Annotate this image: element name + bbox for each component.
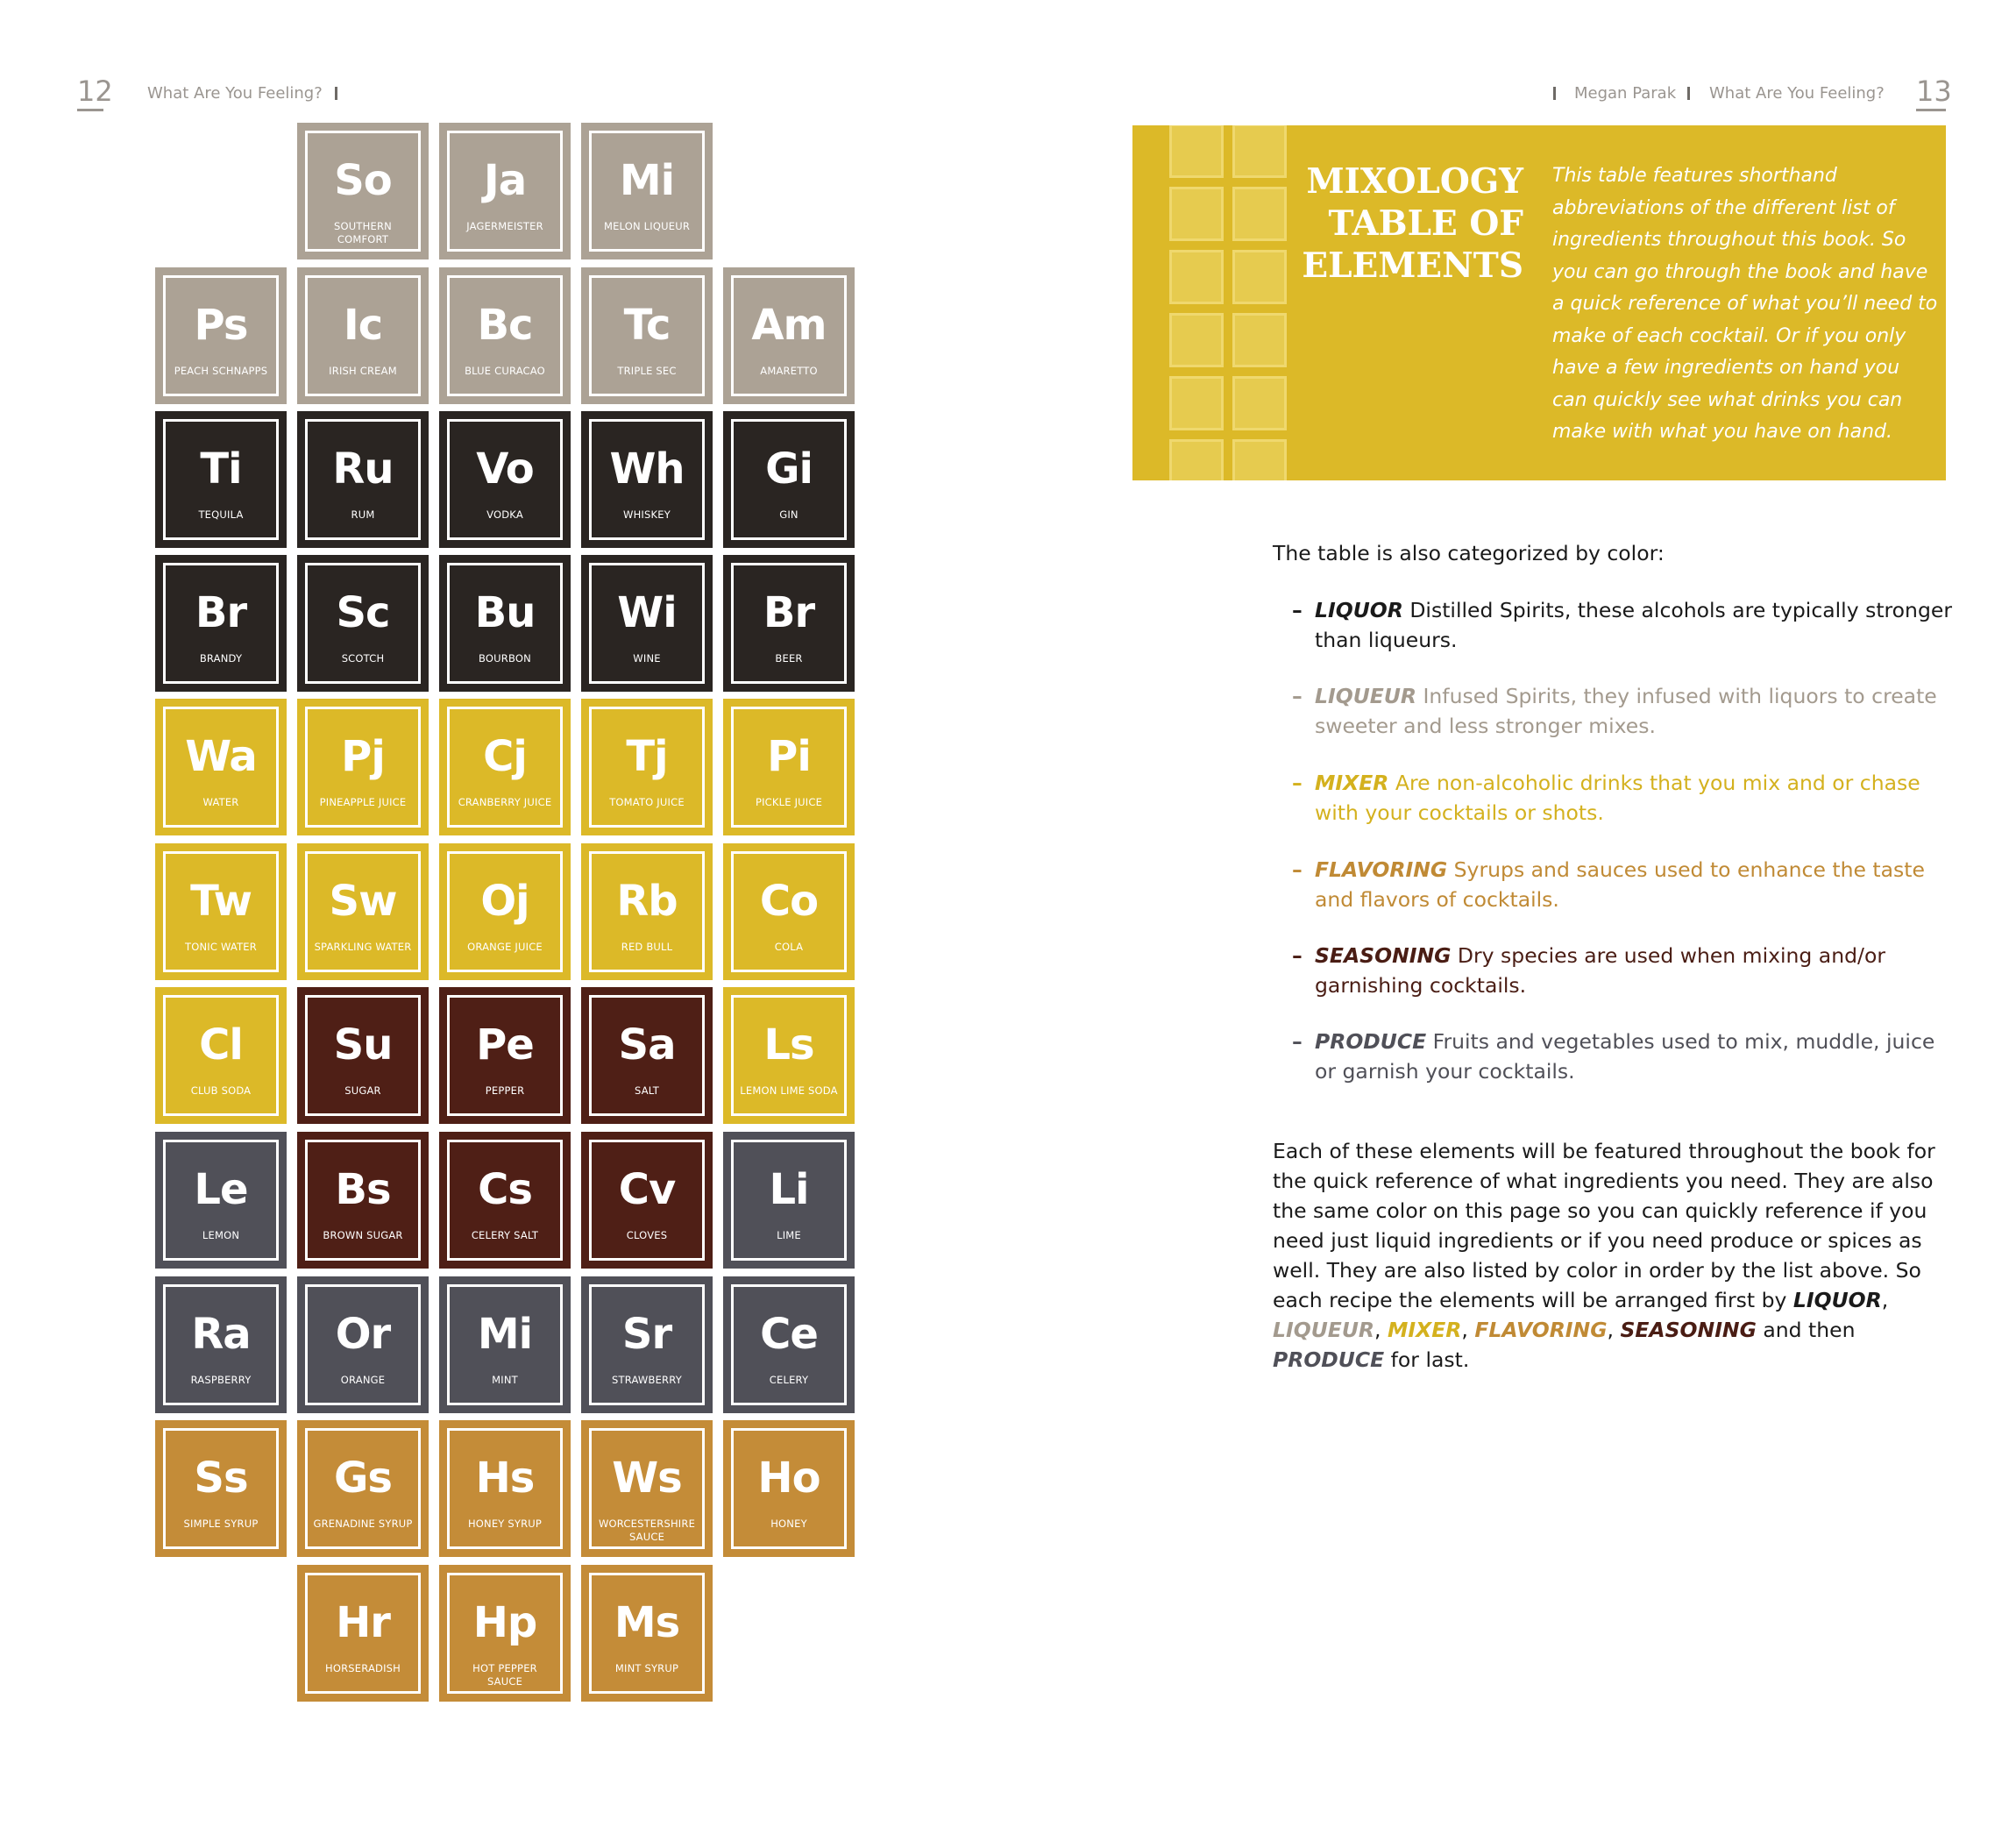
ref-produce: PRODUCE <box>1273 1347 1385 1372</box>
element-symbol: Sr <box>621 1310 672 1359</box>
element-name: LEMON LIME SODA <box>740 1084 838 1097</box>
element-symbol: Ps <box>194 301 248 350</box>
element-name: CLOVES <box>626 1229 668 1241</box>
closing-tail: for last. <box>1384 1347 1470 1372</box>
element-tile <box>439 267 571 404</box>
decorative-square <box>1169 250 1224 304</box>
element-tile-border <box>589 1573 705 1694</box>
element-name: GRENADINE SYRUP <box>313 1518 413 1530</box>
element-symbol: Sw <box>329 877 397 926</box>
element-name: WATER <box>202 796 239 808</box>
element-tile-border <box>305 707 421 828</box>
element-tile-border <box>731 995 847 1116</box>
element-symbol: Ja <box>483 156 527 205</box>
element-symbol: Bu <box>474 588 536 637</box>
element-symbol: Sc <box>336 588 390 637</box>
element-tile-border <box>731 419 847 540</box>
element-tile-border <box>731 1284 847 1405</box>
closing-text: Each of these elements will be featured throughout the book for the quick reference of what ingredients you need. They are also the same color on this page so you can quickly reference if you need just liquid ingredients or if you need produce or spices as well. They are also listed by color in order by the list above. So each recipe the elements will be arranged first by <box>1273 1139 1935 1312</box>
element-tile-border <box>447 707 563 828</box>
element-tile-border <box>589 563 705 684</box>
element-tile <box>723 555 855 692</box>
element-symbol: Ls <box>763 1020 814 1070</box>
element-name: SUGAR <box>344 1084 381 1097</box>
element-tile-border <box>731 1140 847 1261</box>
category-mixer <box>1292 768 1958 828</box>
banner-decorative-squares <box>1169 125 1292 480</box>
element-symbol: Li <box>769 1165 809 1214</box>
decorative-square <box>1232 313 1287 367</box>
element-symbol: Rb <box>616 877 678 926</box>
element-name: LEMON <box>202 1229 240 1241</box>
category-label: SEASONING <box>1315 943 1452 968</box>
element-symbol: Cl <box>199 1020 243 1070</box>
separator: , <box>1607 1318 1621 1342</box>
element-name: ORANGE <box>340 1374 386 1386</box>
element-name: TOMATO JUICE <box>609 796 685 808</box>
element-symbol: Ms <box>614 1598 680 1647</box>
element-name: VODKA <box>486 508 523 521</box>
element-tile <box>439 411 571 548</box>
element-symbol: Bs <box>335 1165 391 1214</box>
element-name: PEPPER <box>485 1084 525 1097</box>
ref-seasoning: SEASONING <box>1620 1318 1757 1342</box>
list-dash: – <box>1292 1029 1303 1054</box>
element-tile <box>297 411 429 548</box>
element-symbol: Ic <box>343 301 383 350</box>
element-tile-border <box>305 419 421 540</box>
element-symbol: Gi <box>765 444 813 494</box>
element-symbol: Ce <box>760 1310 818 1359</box>
element-tile-border <box>447 851 563 972</box>
element-tile-border <box>589 419 705 540</box>
element-symbol: Sa <box>618 1020 676 1070</box>
element-tile-border <box>731 1428 847 1549</box>
element-symbol: Pe <box>476 1020 534 1070</box>
element-name: RASPBERRY <box>190 1374 252 1386</box>
decorative-square <box>1232 250 1287 304</box>
element-tile <box>581 267 713 404</box>
element-tile <box>155 843 287 980</box>
element-tile <box>581 1565 713 1702</box>
element-name: WORCESTERSHIRE SAUCE <box>598 1518 696 1543</box>
element-name: COLA <box>774 941 804 953</box>
element-name: GIN <box>779 508 799 521</box>
element-name: PEACH SCHNAPPS <box>174 365 268 377</box>
element-tile <box>723 1276 855 1413</box>
element-symbol: Hs <box>475 1454 535 1503</box>
element-tile <box>439 1132 571 1269</box>
element-symbol: Gs <box>334 1454 392 1503</box>
element-symbol: Mi <box>477 1310 533 1359</box>
element-symbol: Hr <box>336 1598 390 1647</box>
category-liquor <box>1292 595 1958 655</box>
element-tile <box>155 555 287 692</box>
element-tile <box>439 1276 571 1413</box>
element-tile <box>439 699 571 835</box>
element-symbol: Cs <box>478 1165 532 1214</box>
list-dash: – <box>1292 598 1303 622</box>
element-tile-border <box>731 851 847 972</box>
element-name: SALT <box>634 1084 660 1097</box>
list-dash: – <box>1292 771 1303 795</box>
element-symbol: Br <box>763 588 815 637</box>
element-tile <box>297 699 429 835</box>
element-tile <box>581 555 713 692</box>
element-name: CELERY SALT <box>471 1229 539 1241</box>
element-tile <box>297 1565 429 1702</box>
element-name: SCOTCH <box>341 652 385 665</box>
element-tile <box>155 411 287 548</box>
element-name: JAGERMEISTER <box>466 220 543 232</box>
element-tile <box>439 987 571 1124</box>
category-flavoring <box>1292 855 1958 914</box>
element-tile <box>439 1420 571 1557</box>
element-tile <box>439 843 571 980</box>
element-tile <box>297 1132 429 1269</box>
category-description: Are non-alcoholic drinks that you mix and or chase with your cocktails or shots. <box>1315 771 1920 825</box>
element-tile-border <box>447 275 563 396</box>
element-name: HORSERADISH <box>324 1662 401 1674</box>
element-tile-border <box>589 851 705 972</box>
decorative-square <box>1169 125 1224 178</box>
element-tile-border <box>589 1284 705 1405</box>
decorative-square <box>1232 439 1287 480</box>
element-tile <box>581 1420 713 1557</box>
element-tile <box>723 267 855 404</box>
element-tile <box>581 843 713 980</box>
element-symbol: Oj <box>480 877 529 926</box>
element-name: BOURBON <box>479 652 531 665</box>
element-symbol: Wa <box>185 732 257 781</box>
category-description: Distilled Spirits, these alcohols are typically stronger than liqueurs. <box>1315 598 1952 652</box>
element-tile-border <box>163 1428 279 1549</box>
element-tile <box>439 555 571 692</box>
element-name: CRANBERRY JUICE <box>458 796 552 808</box>
element-tile <box>723 1132 855 1269</box>
element-name: BRANDY <box>199 652 243 665</box>
element-name: WHISKEY <box>623 508 671 521</box>
element-tile-border <box>305 275 421 396</box>
decorative-square <box>1169 187 1224 241</box>
element-tile-border <box>305 851 421 972</box>
element-name: HOT PEPPER SAUCE <box>472 1662 537 1688</box>
element-tile <box>155 267 287 404</box>
element-symbol: Ho <box>757 1454 820 1503</box>
element-symbol: Le <box>194 1165 248 1214</box>
ref-flavoring: FLAVORING <box>1474 1318 1608 1342</box>
element-tile-border <box>731 707 847 828</box>
element-tile <box>581 1276 713 1413</box>
element-symbol: Hp <box>472 1598 537 1647</box>
element-name: PINEAPPLE JUICE <box>319 796 407 808</box>
element-tile <box>581 123 713 259</box>
element-tile-border <box>731 275 847 396</box>
element-symbol: Pi <box>767 732 811 781</box>
element-symbol: Wh <box>609 444 685 494</box>
element-tile <box>581 699 713 835</box>
element-symbol: Vo <box>476 444 534 494</box>
element-tile <box>155 699 287 835</box>
element-name: IRISH CREAM <box>329 365 397 377</box>
element-tile-border <box>589 275 705 396</box>
element-name: PICKLE JUICE <box>755 796 823 808</box>
decorative-square <box>1232 125 1287 178</box>
element-tile-border <box>163 1284 279 1405</box>
element-tile <box>297 267 429 404</box>
element-tile-border <box>447 995 563 1116</box>
element-tile-border <box>589 131 705 252</box>
category-description: Dry species are used when mixing and/or garnishing cocktails. <box>1315 943 1885 998</box>
ref-liqueur: LIQUEUR <box>1273 1318 1375 1342</box>
element-name: SIMPLE SYRUP <box>183 1518 259 1530</box>
element-tile-border <box>589 1140 705 1261</box>
element-tile <box>155 1420 287 1557</box>
header-divider-right-2 <box>1687 87 1690 100</box>
element-tile <box>439 1565 571 1702</box>
element-tile <box>297 843 429 980</box>
element-tile-border <box>163 1140 279 1261</box>
element-name: WINE <box>633 652 661 665</box>
element-name: AMARETTO <box>760 365 818 377</box>
element-name: BEER <box>775 652 803 665</box>
element-tile-border <box>731 563 847 684</box>
element-name: ORANGE JUICE <box>467 941 543 953</box>
element-symbol: Br <box>195 588 247 637</box>
element-symbol: Tw <box>190 877 252 926</box>
element-name: RUM <box>351 508 375 521</box>
element-tile-border <box>589 995 705 1116</box>
element-symbol: Or <box>335 1310 391 1359</box>
element-symbol: Wi <box>617 588 677 637</box>
element-tile <box>155 987 287 1124</box>
element-tile-border <box>163 563 279 684</box>
element-symbol: Am <box>751 301 827 350</box>
element-name: RED BULL <box>621 941 673 953</box>
element-symbol: Bc <box>477 301 533 350</box>
list-dash: – <box>1292 857 1303 882</box>
element-tile-border <box>305 1140 421 1261</box>
element-tile-border <box>305 131 421 252</box>
list-dash: – <box>1292 943 1303 968</box>
element-tile-border <box>447 1573 563 1694</box>
element-tile <box>723 1420 855 1557</box>
element-name: CELERY <box>769 1374 809 1386</box>
element-tile-border <box>447 419 563 540</box>
element-tile-border <box>163 419 279 540</box>
element-tile-border <box>305 563 421 684</box>
element-name: LIME <box>777 1229 801 1241</box>
category-label: LIQUEUR <box>1315 684 1417 708</box>
element-symbol: Mi <box>619 156 675 205</box>
category-description: Fruits and vegetables used to mix, muddle, juice or garnish your cocktails. <box>1315 1029 1935 1084</box>
category-label: LIQUOR <box>1315 598 1403 622</box>
element-name: BROWN SUGAR <box>323 1229 403 1241</box>
decorative-square <box>1232 187 1287 241</box>
element-name: TONIC WATER <box>185 941 257 953</box>
decorative-square <box>1169 439 1224 480</box>
element-tile-border <box>589 1428 705 1549</box>
element-tile-border <box>447 1428 563 1549</box>
element-tile <box>581 1132 713 1269</box>
separator: , <box>1374 1318 1388 1342</box>
element-tile-border <box>447 1284 563 1405</box>
element-name: CLUB SODA <box>190 1084 252 1097</box>
running-head-right: What Are You Feeling? <box>1709 84 1885 103</box>
mixology-periodic-table <box>0 0 877 1753</box>
element-tile-border <box>447 1140 563 1261</box>
element-symbol: Pj <box>341 732 385 781</box>
category-seasoning <box>1292 941 1958 1000</box>
category-intro: The table is also categorized by color: <box>1273 541 1665 565</box>
element-tile <box>155 1276 287 1413</box>
list-dash: – <box>1292 684 1303 708</box>
element-symbol: So <box>334 156 392 205</box>
element-tile-border <box>163 707 279 828</box>
page-number-underline-right <box>1916 109 1946 111</box>
ref-liquor: LIQUOR <box>1792 1288 1882 1312</box>
element-tile <box>297 555 429 692</box>
element-symbol: Co <box>759 877 819 926</box>
element-tile <box>439 123 571 259</box>
element-symbol: Ti <box>200 444 242 494</box>
element-name: HONEY SYRUP <box>467 1518 543 1530</box>
category-label: PRODUCE <box>1315 1029 1427 1054</box>
author-name: Megan Parak <box>1574 84 1677 103</box>
element-tile <box>297 123 429 259</box>
element-tile-border <box>305 1573 421 1694</box>
category-produce <box>1292 1027 1958 1086</box>
category-description: Syrups and sauces used to enhance the taste and flavors of cocktails. <box>1315 857 1925 912</box>
category-label: MIXER <box>1315 771 1389 795</box>
element-tile <box>723 987 855 1124</box>
header-divider-right-1 <box>1553 87 1556 100</box>
element-tile <box>581 987 713 1124</box>
and-then-text: and then <box>1756 1318 1856 1342</box>
element-tile <box>723 699 855 835</box>
element-tile <box>581 411 713 548</box>
element-name: TEQUILA <box>198 508 244 521</box>
element-tile <box>723 843 855 980</box>
element-symbol: Tj <box>626 732 668 781</box>
running-head-left: What Are You Feeling? <box>147 84 323 103</box>
banner-title: MIXOLOGY TABLE OF ELEMENTS <box>1302 161 1523 286</box>
element-tile <box>297 987 429 1124</box>
category-list <box>1292 595 1958 1121</box>
ref-mixer: MIXER <box>1387 1318 1462 1342</box>
element-tile-border <box>163 995 279 1116</box>
element-symbol: Ru <box>332 444 394 494</box>
element-name: SPARKLING WATER <box>314 941 412 953</box>
element-tile <box>297 1276 429 1413</box>
separator: , <box>1881 1288 1889 1312</box>
element-symbol: Cv <box>618 1165 676 1214</box>
element-tile-border <box>589 707 705 828</box>
element-tile <box>723 411 855 548</box>
category-liqueur <box>1292 681 1958 741</box>
element-tile-border <box>305 995 421 1116</box>
category-description: Infused Spirits, they infused with liquors to create sweeter and less stronger mixes. <box>1315 684 1937 738</box>
decorative-square <box>1232 376 1287 430</box>
element-name: MELON LIQUEUR <box>603 220 691 232</box>
element-name: TRIPLE SEC <box>617 365 677 377</box>
element-symbol: Cj <box>483 732 527 781</box>
separator: , <box>1461 1318 1475 1342</box>
closing-paragraph <box>1273 1136 1939 1375</box>
decorative-square <box>1169 313 1224 367</box>
element-tile-border <box>447 563 563 684</box>
element-name: MINT <box>492 1374 518 1386</box>
element-name: BLUE CURACAO <box>465 365 545 377</box>
element-symbol: Ws <box>612 1454 682 1503</box>
element-tile <box>297 1420 429 1557</box>
element-tile-border <box>163 851 279 972</box>
element-name: HONEY <box>770 1518 807 1530</box>
element-name: STRAWBERRY <box>612 1374 682 1386</box>
banner-description: This table features shorthand abbreviations of the different list of ingredients throughout this book. So you can go through the book and have a quick reference of what you’ll need to make of each cocktail. Or if you only have a few ingredients on hand you can quickly see what drinks you can make with what you have on hand. <box>1552 165 1938 443</box>
element-tile-border <box>305 1428 421 1549</box>
element-tile-border <box>447 131 563 252</box>
category-label: FLAVORING <box>1315 857 1448 882</box>
element-tile-border <box>305 1284 421 1405</box>
element-symbol: Tc <box>623 301 671 350</box>
element-name: SOUTHERN COMFORT <box>334 220 392 245</box>
element-symbol: Su <box>333 1020 393 1070</box>
element-name: MINT SYRUP <box>614 1662 679 1674</box>
mixology-banner <box>1132 125 1946 480</box>
element-symbol: Ra <box>191 1310 251 1359</box>
decorative-square <box>1169 376 1224 430</box>
page-number-right: 13 <box>1916 75 1952 108</box>
element-tile <box>155 1132 287 1269</box>
element-tile-border <box>163 275 279 396</box>
page-number-left: 12 <box>77 75 113 108</box>
element-symbol: Ss <box>194 1454 248 1503</box>
